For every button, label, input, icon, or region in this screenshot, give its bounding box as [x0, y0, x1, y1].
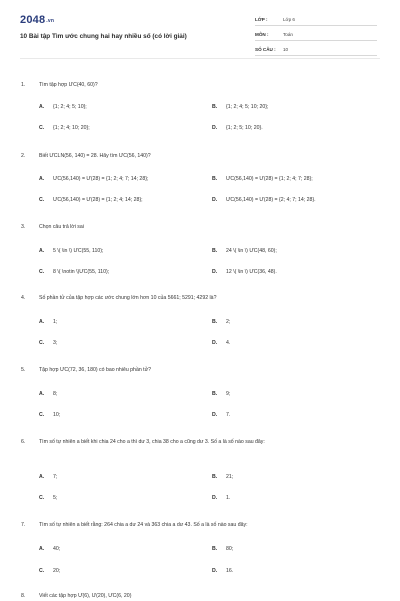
logo-main: 2048 — [20, 14, 46, 26]
question-6 — [21, 438, 379, 447]
question-1 — [21, 81, 379, 90]
option-2d[interactable]: D. ƯC(56,140) = Ư(28) = {2; 4; 7; 14; 28}. — [212, 197, 316, 203]
option-1d[interactable]: D. {1; 2; 5; 10; 20}. — [212, 125, 263, 131]
option-4a[interactable]: A. 1; — [39, 319, 58, 325]
question-2 — [21, 152, 379, 161]
option-3c[interactable]: C. 8 \( \notin \)ƯC(55, 110); — [39, 269, 110, 275]
option-7d[interactable]: D. 16. — [212, 568, 234, 574]
option-6d[interactable]: D. 1. — [212, 495, 231, 501]
option-4d[interactable]: D. 4. — [212, 340, 231, 346]
question-3 — [21, 223, 379, 232]
question-number: 7. — [21, 522, 26, 528]
option-7b[interactable]: B. 80; — [212, 546, 234, 552]
question-number: 1. — [21, 82, 26, 88]
option-3a[interactable]: A. 5 \( \in \) ƯC(55, 110); — [39, 248, 104, 254]
question-5 — [21, 366, 379, 375]
option-4c[interactable]: C. 3; — [39, 340, 58, 346]
document-title: 10 Bài tập Tìm ước chung hai hay nhiều số (có lời giải) — [20, 33, 187, 40]
question-number: 8. — [21, 593, 26, 599]
meta-value-question-count: 10 — [283, 47, 289, 52]
worksheet-header — [0, 0, 400, 70]
question-text: Viết các tập hợp Ư(6), Ư(20), ƯC(6, 20) — [39, 593, 132, 599]
meta-key-question-count: SỐ CÂU : — [255, 47, 276, 52]
option-3d[interactable]: D. 12 \( \in \) ƯC(36, 48). — [212, 269, 277, 275]
option-6a[interactable]: A. 7; — [39, 474, 58, 480]
meta-key-subject: MÔN : — [255, 32, 269, 37]
option-6c[interactable]: C. 5; — [39, 495, 58, 501]
option-5b[interactable]: B. 9; — [212, 391, 231, 397]
question-text: Biết ƯCLN(56, 140) = 28. Hãy tìm ƯC(56, 140)? — [39, 153, 151, 159]
meta-key-class: LỚP : — [255, 17, 268, 22]
question-number: 2. — [21, 153, 26, 159]
option-1a[interactable]: A. {1; 2; 4; 5; 10}; — [39, 104, 87, 110]
question-number: 3. — [21, 224, 26, 230]
question-number: 4. — [21, 295, 26, 301]
meta-row-class — [255, 14, 377, 26]
option-1c[interactable]: C. {1; 2; 4; 10; 20}; — [39, 125, 90, 131]
header-divider — [20, 58, 380, 59]
question-text: Tìm số tự nhiên a biết khi chia 24 cho a thì dư 3, chia 38 cho a cũng dư 3. Số a là số nào sau đây: — [39, 439, 265, 445]
option-7a[interactable]: A. 40; — [39, 546, 61, 552]
question-text: Tập hợp ƯC(72, 36, 180) có bao nhiêu phần tử? — [39, 367, 151, 373]
option-4b[interactable]: B. 2; — [212, 319, 231, 325]
question-number: 5. — [21, 367, 26, 373]
option-1b[interactable]: B. {1; 2; 4; 5; 10; 20}; — [212, 104, 269, 110]
option-3b[interactable]: B. 24 \( \in \) ƯC(48, 60); — [212, 248, 277, 254]
option-2a[interactable]: A. ƯC(56,140) = Ư(28) = {1; 2; 4; 7; 14; 28}; — [39, 176, 149, 182]
site-logo[interactable] — [20, 14, 54, 26]
question-7 — [21, 521, 379, 530]
question-text: Số phần tử của tập hợp các ước chung lớn hơn 10 của 5661; 5291; 4292 là? — [39, 295, 217, 301]
question-text: Tìm tập hợp ƯC(40, 60)? — [39, 82, 98, 88]
meta-value-class: Lớp 6 — [283, 17, 295, 22]
meta-row-subject — [255, 29, 377, 41]
question-text: Chọn câu trả lời sai — [39, 224, 84, 230]
option-2c[interactable]: C. ƯC(56,140) = Ư(28) = {1; 2; 4; 14; 28}; — [39, 197, 143, 203]
meta-row-question-count — [255, 44, 377, 56]
question-4 — [21, 294, 379, 303]
meta-value-subject: Toán — [283, 32, 293, 37]
option-7c[interactable]: C. 20; — [39, 568, 61, 574]
option-2b[interactable]: B. ƯC(56,140) = Ư(28) = {1; 2; 4; 7; 28}; — [212, 176, 313, 182]
question-text: Tìm số tự nhiên a biết rằng: 264 chia a dư 24 và 363 chia a dư 43. Số a là số nào sau đây: — [39, 522, 248, 528]
option-5d[interactable]: D. 7. — [212, 412, 231, 418]
option-5c[interactable]: C. 10; — [39, 412, 61, 418]
logo-sub: .vn — [46, 18, 55, 24]
question-number: 6. — [21, 439, 26, 445]
option-5a[interactable]: A. 8; — [39, 391, 58, 397]
option-6b[interactable]: B. 21; — [212, 474, 234, 480]
